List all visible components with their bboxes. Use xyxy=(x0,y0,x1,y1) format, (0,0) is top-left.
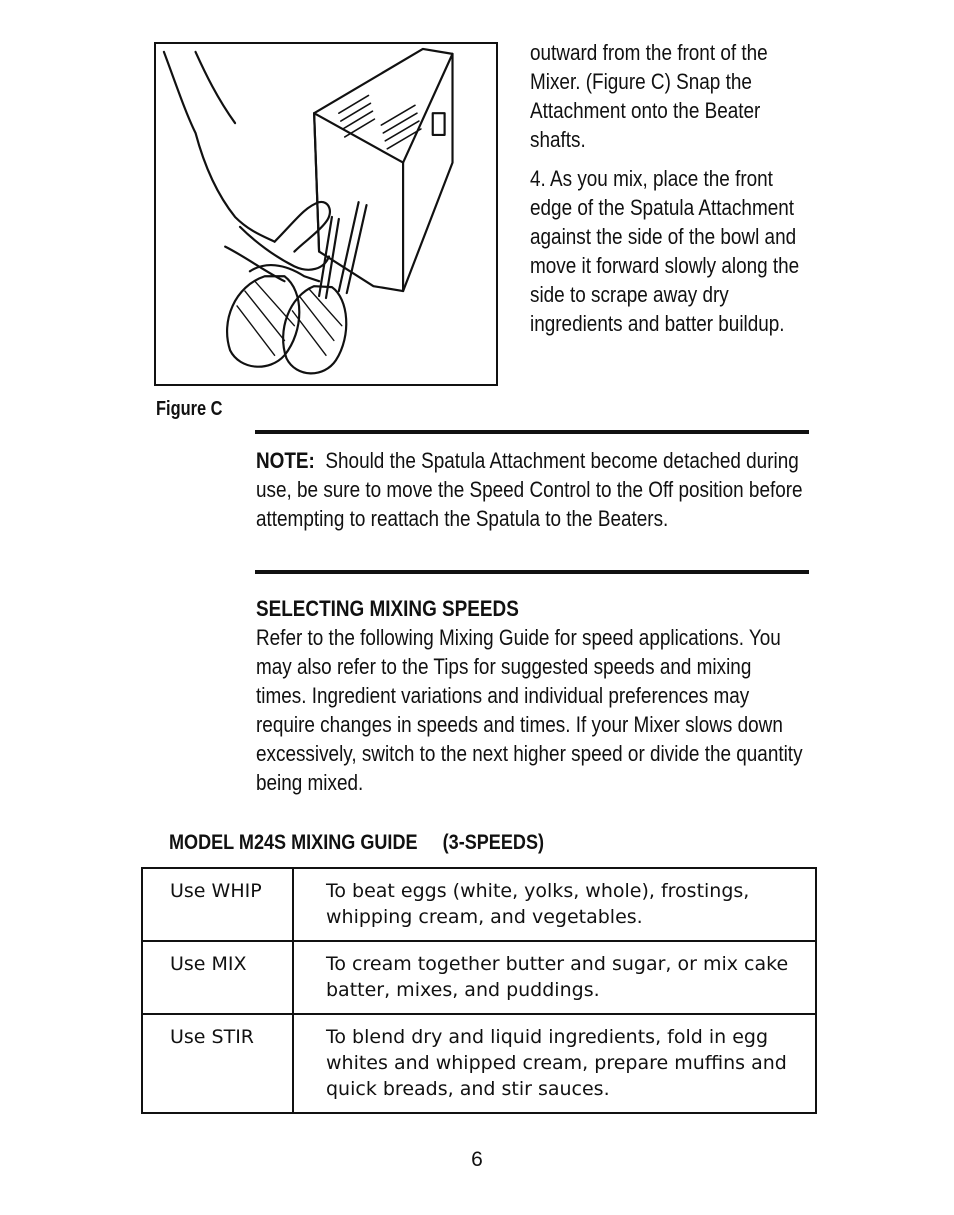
speed-cell: Use STIR xyxy=(142,1014,293,1113)
table-row xyxy=(142,941,816,1014)
description-cell: To beat eggs (white, yolks, whole), frostings, whipping cream, and vegetables. xyxy=(293,868,816,941)
table-row xyxy=(142,868,816,941)
description-cell: To cream together butter and sugar, or mix cake batter, mixes, and puddings. xyxy=(293,941,816,1014)
instruction-step-4: 4. As you mix, place the front edge of the Spatula Attachment against the side of the bowl and move it forward slowly along the side to scrape away dry ingredients and batter buildup. xyxy=(530,166,800,336)
mixer-spatula-illustration xyxy=(156,44,496,384)
section-heading: SELECTING MIXING SPEEDS xyxy=(256,596,519,621)
selecting-speeds-section xyxy=(256,594,806,797)
page-number: 6 xyxy=(471,1148,483,1171)
table-row xyxy=(142,1014,816,1113)
speed-cell: Use MIX xyxy=(142,941,293,1014)
note-top-rule xyxy=(255,430,809,434)
note-text: Should the Spatula Attachment become detached during use, be sure to move the Speed Control to the Off position before attempting to reattach the Spatula to the Beaters. xyxy=(256,448,803,531)
guide-title-text: MODEL M24S MIXING GUIDE xyxy=(169,831,418,854)
figure-c-illustration xyxy=(154,42,498,386)
guide-subtitle-text: (3-SPEEDS) xyxy=(442,831,545,854)
figure-caption: Figure C xyxy=(156,398,223,420)
instruction-text xyxy=(530,38,814,348)
section-body: Refer to the following Mixing Guide for speed applications. You may also refer to the Tips for suggested speeds and mixing times. Ingredient variations and individual preferences may require changes in speeds and times. If your Mixer slows down excessively, switch to the next higher speed or divide the quantity being mixed. xyxy=(256,625,803,795)
description-cell: To blend dry and liquid ingredients, fold in egg whites and whipped cream, prepare muffins and quick breads, and stir sauces. xyxy=(293,1014,816,1113)
mixing-guide-title xyxy=(169,831,544,855)
note-bottom-rule xyxy=(255,570,809,574)
speed-cell: Use WHIP xyxy=(142,868,293,941)
note-label: NOTE: xyxy=(256,448,315,473)
note-block xyxy=(256,446,806,533)
instruction-paragraph-1: outward from the front of the Mixer. (Figure C) Snap the Attachment onto the Beater shafts. xyxy=(530,40,768,152)
mixing-guide-table xyxy=(141,867,817,1114)
